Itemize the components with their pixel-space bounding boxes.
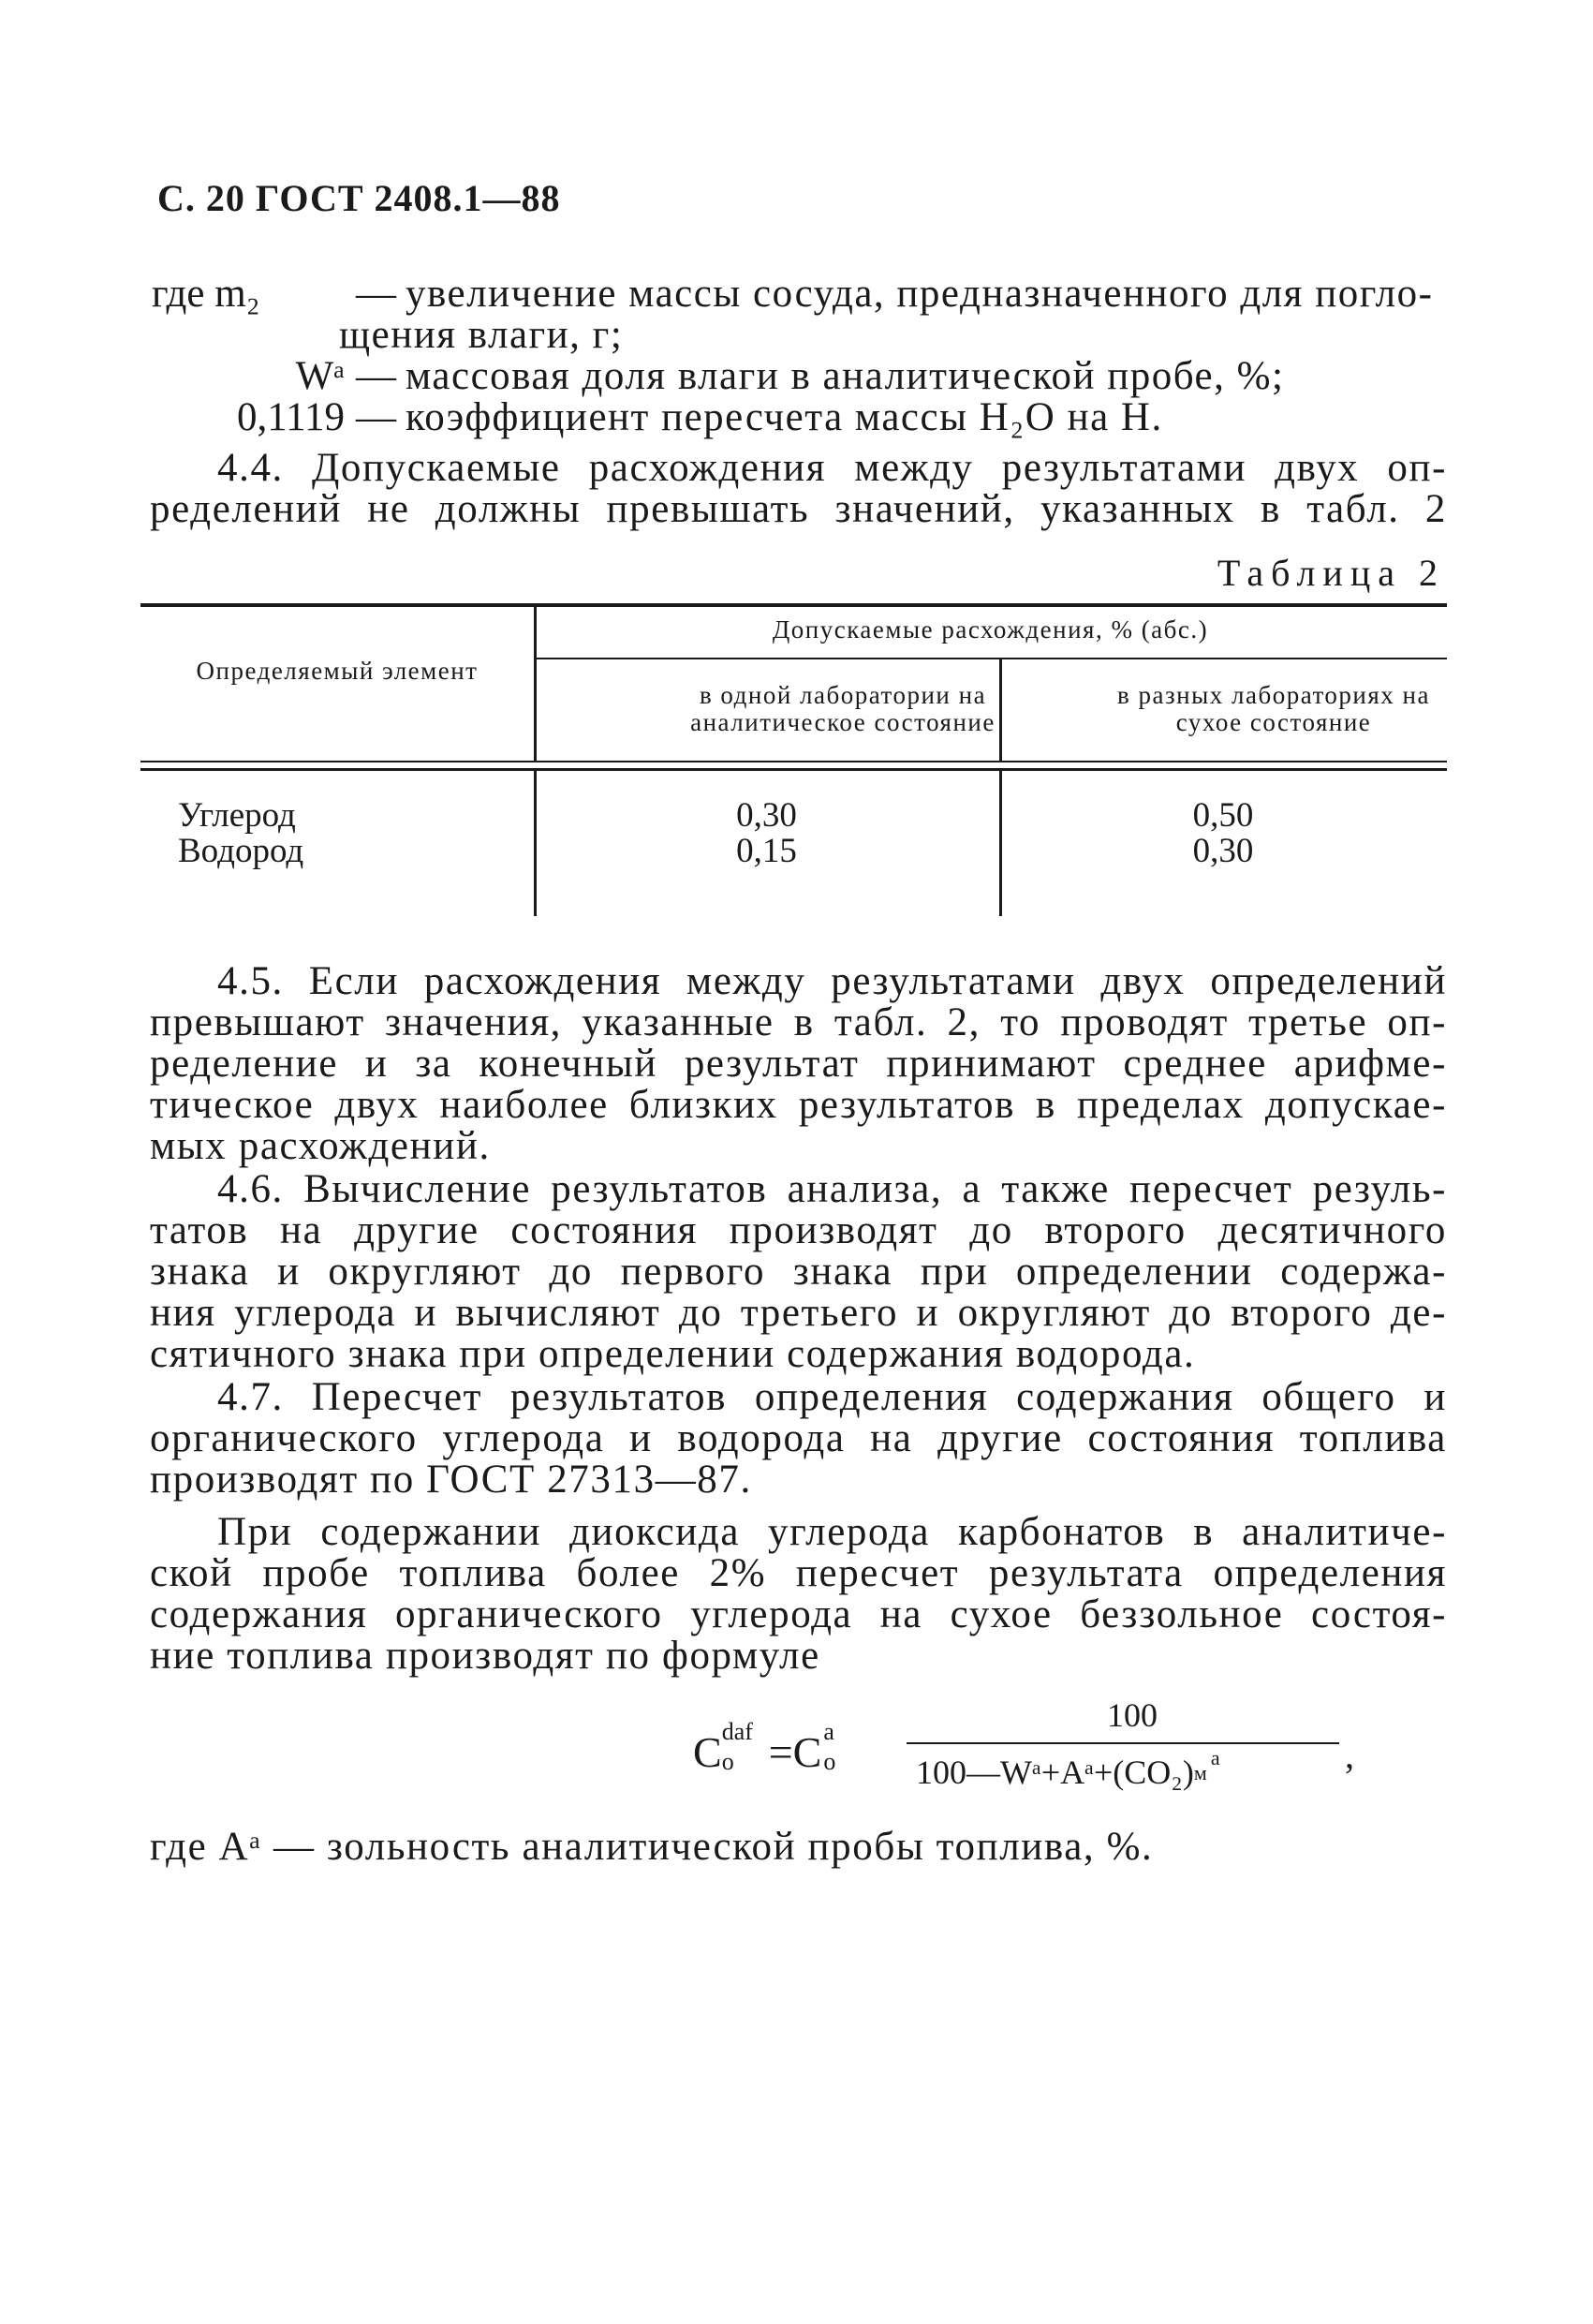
tolerance-table	[140, 600, 1447, 918]
paragraph-4-5	[150, 961, 1447, 1167]
text-line: знака и округляют до первого знака при определении содержа-	[150, 1250, 1447, 1294]
formula-symbol: C	[792, 1728, 822, 1776]
formula-lhs	[693, 1718, 842, 1777]
text-line: сятичного знака при определении содержания водорода.	[150, 1332, 1196, 1376]
cell-value: 0,15	[736, 832, 797, 870]
formula-numerator: 100	[1107, 1696, 1158, 1734]
definition-text: массовая доля влаги в аналитической пробе, %;	[406, 354, 1285, 398]
dash: —	[356, 354, 396, 398]
sub-header-same-lab: в одной лаборатории на аналитическое состояние	[690, 681, 996, 736]
text-line: где Aᵃ — зольность аналитической пробы топлива, %.	[150, 1825, 1154, 1869]
group-header-rule	[534, 658, 1447, 659]
text-line: содержания органического углерода на сухое беззольное состоя-	[150, 1592, 1447, 1636]
cell-value: 0,50	[1192, 796, 1254, 835]
text-line: ределений не должны превышать значений, указанных в табл. 2	[150, 487, 1447, 531]
formula-denominator	[916, 1746, 1222, 1792]
paragraph-4-6	[150, 1169, 1447, 1375]
cell-value: 0,30	[1192, 832, 1254, 870]
text-line: ределение и за конечный результат принимают среднее арифме-	[150, 1042, 1447, 1086]
dash: —	[356, 395, 396, 439]
denominator-indices	[1193, 1746, 1222, 1784]
sub-header-different-labs: в разных лабораториях на сухое состояние	[1117, 681, 1430, 736]
cell-value: 0,30	[736, 796, 797, 835]
cell-element: Водород	[178, 832, 304, 870]
paragraph-4-4	[150, 448, 1447, 530]
text-line: мых расхождений.	[150, 1124, 491, 1168]
text-line: ской пробе топлива более 2% пересчет результата определения	[150, 1551, 1447, 1595]
group-header: Допускаемые расхождения, % (абс.)	[772, 615, 1209, 644]
formula-superscript: a	[1210, 1746, 1220, 1769]
text-line: 4.6. Вычисление результатов анализа, а также пересчет резуль-	[217, 1167, 1447, 1211]
definition-item	[140, 356, 1452, 397]
formula-subscript: o	[721, 1748, 734, 1775]
text-line: превышают значения, указанные в табл. 2, то проводят третье оп-	[150, 1000, 1447, 1044]
formula-subscript: м	[1193, 1761, 1207, 1784]
text-line: 4.7. Пересчет результатов определения содержания общего и	[217, 1375, 1447, 1419]
paragraph-4-7	[150, 1377, 1447, 1501]
definition-term: где m₂	[152, 272, 260, 316]
header-rule-2	[140, 768, 1447, 771]
page-header: С. 20 ГОСТ 2408.1—88	[157, 177, 561, 219]
definition-item	[140, 397, 1452, 438]
text-line: 4.4. Допускаемые расхождения между результатами двух оп-	[217, 446, 1447, 490]
text-line: производят по ГОСТ 27313—87.	[150, 1458, 752, 1502]
cell-element: Углерод	[178, 796, 296, 835]
definition-term: Wᵃ	[295, 354, 345, 398]
formula-comma: ,	[1345, 1734, 1354, 1776]
definitions-list	[140, 274, 1452, 438]
text-line: тическое двух наиболее близких результатов в пределах допускае-	[150, 1083, 1447, 1127]
formula-rhs-indices	[821, 1718, 842, 1775]
formula-superscript: daf	[721, 1718, 753, 1745]
final-definition	[150, 1827, 1447, 1868]
header-rule-1	[140, 761, 1447, 762]
text-line: ния углерода и вычисляют до третьего и округляют до второго де-	[150, 1291, 1447, 1335]
definition-item	[140, 274, 1452, 315]
text-line: татов на другие состояния производят до второго десятичного	[150, 1208, 1447, 1252]
text-line: органического углерода и водорода на другие состояния топлива	[150, 1416, 1447, 1460]
table-title: Таблица 2	[1217, 552, 1445, 594]
denominator-text: 100—Wᵃ+Aᵃ+(CO₂)	[916, 1754, 1194, 1791]
formula-subscript: o	[823, 1748, 836, 1775]
conversion-formula	[693, 1695, 1354, 1808]
definition-term: 0,1119	[236, 395, 345, 439]
formula-lhs-indices	[721, 1718, 769, 1775]
formula-superscript: a	[823, 1718, 834, 1745]
column-header-element: Определяемый элемент	[196, 657, 479, 685]
text-line: ние топлива производят по формуле	[150, 1634, 820, 1678]
definition-continuation: щения влаги, г;	[339, 313, 624, 357]
formula-symbol: C	[693, 1728, 722, 1776]
fraction-bar	[907, 1742, 1339, 1744]
table-top-rule	[140, 603, 1447, 607]
formula-equals: =	[768, 1728, 793, 1776]
text-line: При содержании диоксида углерода карбонатов в аналитиче-	[217, 1510, 1447, 1554]
paragraph-co2	[150, 1512, 1447, 1677]
text-line: 4.5. Если расхождения между результатами двух определений	[217, 959, 1447, 1003]
definition-text: увеличение массы сосуда, предназначенного для погло-	[406, 272, 1434, 316]
definition-text: коэффициент пересчета массы H₂O на H.	[406, 395, 1163, 439]
dash: —	[356, 272, 396, 316]
